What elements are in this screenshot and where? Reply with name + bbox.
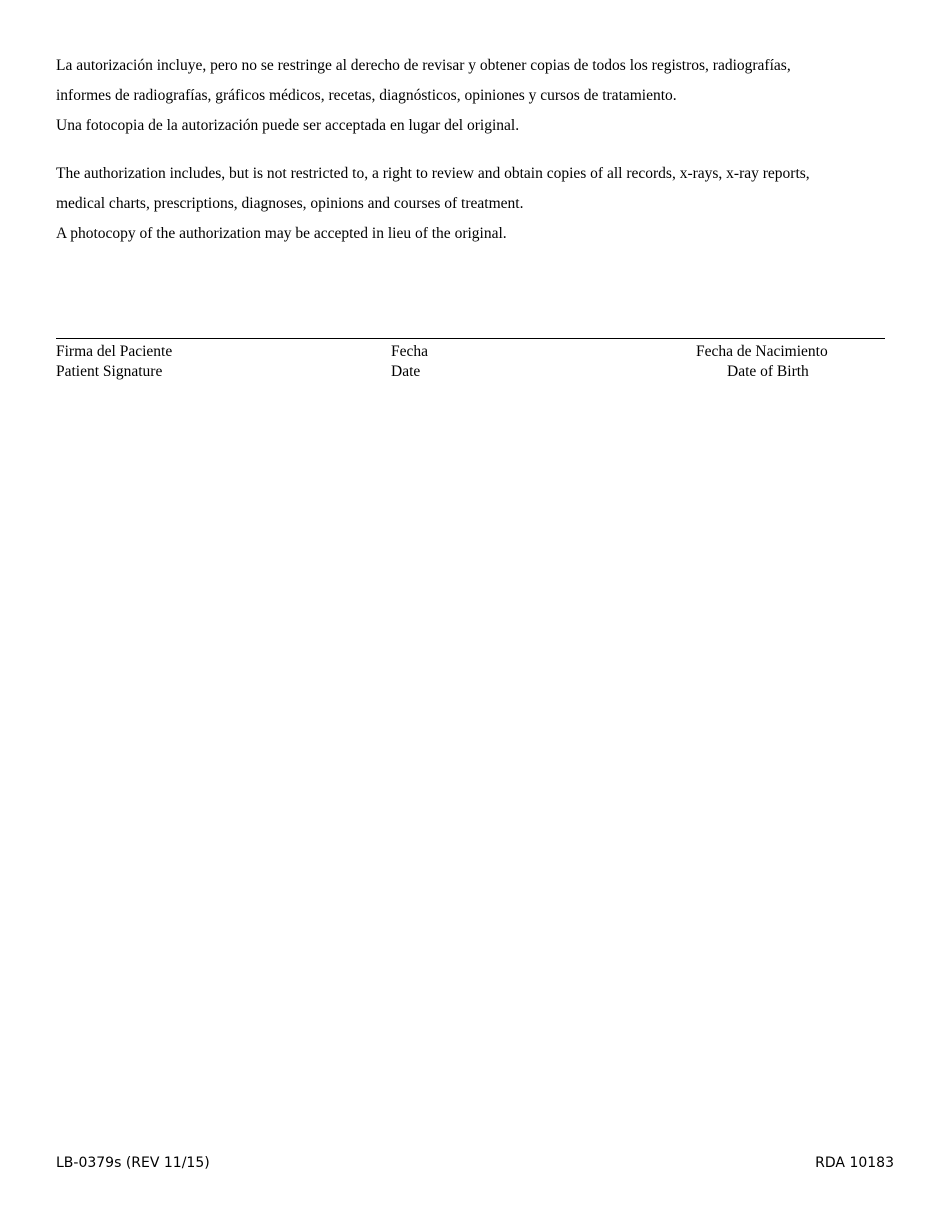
patient-signature-label-en: Patient Signature [56,363,163,380]
english-line-2: medical charts, prescriptions, diagnoses, opinions and courses of treatment. [56,195,524,212]
spanish-authorization-paragraph [56,51,896,141]
signature-line[interactable] [56,338,885,339]
date-label-es: Fecha [391,343,429,360]
date-of-birth-label-es: Fecha de Nacimiento [696,343,828,360]
date-label-en: Date [391,363,421,380]
form-number: LB-0379s (REV 11/15) [56,1155,210,1171]
english-line-1: The authorization includes, but is not restricted to, a right to review and obtain copies of all records, x-rays, x-ray reports, [56,165,810,182]
patient-signature-label-es: Firma del Paciente [56,343,173,360]
rda-number: RDA 10183 [815,1155,894,1171]
english-line-3: A photocopy of the authorization may be accepted in lieu of the original. [56,225,507,242]
spanish-line-3: Una fotocopia de la autorización puede ser acceptada en lugar del original. [56,117,520,134]
date-of-birth-label-en: Date of Birth [727,363,809,380]
spanish-line-1: La autorización incluye, pero no se restringe al derecho de revisar y obtener copias de todos los registros, radiografías, [56,57,791,74]
english-authorization-paragraph [56,159,896,249]
spanish-line-2: informes de radiografías, gráficos médicos, recetas, diagnósticos, opiniones y cursos de tratamiento. [56,87,677,104]
